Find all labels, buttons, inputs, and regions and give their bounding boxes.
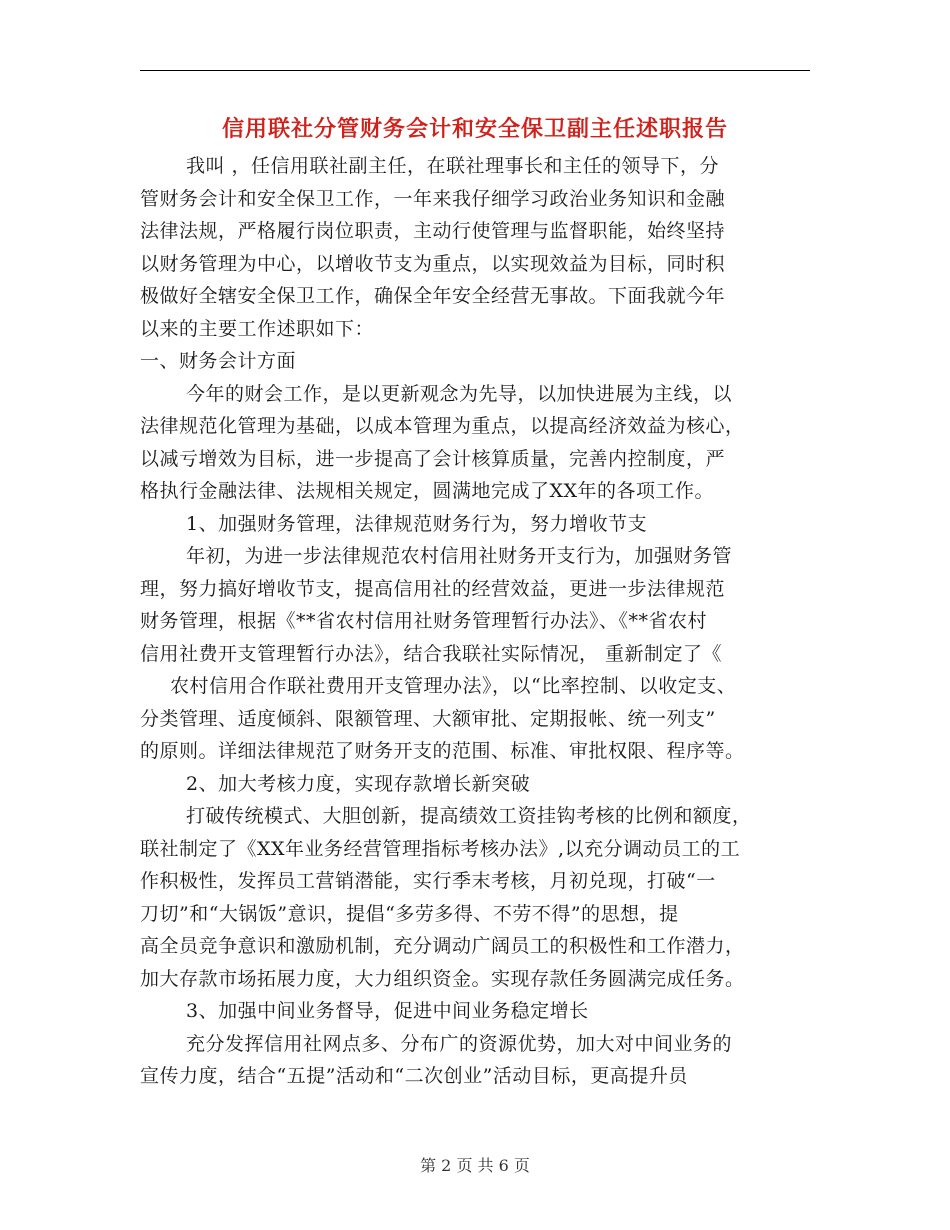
text-line: 以来的主要工作述职如下： [140,317,375,340]
text-line: 法律法规，严格履行岗位职责，主动行使管理与监督职能，始终坚持 [140,220,726,242]
text-line: 的原则。详细法律规范了财务开支的范围、标准、审批权限、程序等。 [140,740,745,762]
text-line: 农村信用合作联社费用开支管理办法》，以“比率控制、以收定支、 [170,675,737,697]
text-line: 管财务会计和安全保卫工作，一年来我仔细学习政治业务知识和金融 [140,187,726,210]
text-line: 充分发挥信用社网点多、分布广的资源优势，加大对中间业务的 [186,1032,733,1055]
text-line: 1、加强财务管理，法律规范财务行为，努力增收节支 [186,512,648,535]
text-line: 作积极性，发挥员工营销潜能，实行季末考核，月初兑现，打破“一 [140,870,716,892]
text-line: 加大存款市场拓展力度，大力组织资金。实现存款任务圆满完成任务。 [140,967,745,990]
text-line: 理，努力搞好增收节支，提高信用社的经营效益，更进一步法律规范 [140,577,726,600]
text-line: 以减亏增效为目标，进一步提高了会计核算质量，完善内控制度，严 [140,447,726,470]
page-footer: 第 2 页 共 6 页 [420,1156,530,1175]
text-line: 刀切”和“大锅饭”意识，提倡“多劳多得、不劳不得”的思想，提 [140,902,679,925]
text-line: 打破传统模式、大胆创新，提高绩效工资挂钩考核的比例和额度， [186,805,752,827]
text-line: 2、加大考核力度，实现存款增长新突破 [186,772,531,795]
document-body [140,150,812,1093]
text-line: 法律规范化管理为基础，以成本管理为重点，以提高经济效益为核心， [140,415,745,437]
text-line: 我叫 ，任信用联社副主任，在联社理事长和主任的领导下，分 [186,155,720,177]
text-line: 今年的财会工作，是以更新观念为先导，以加快进展为主线，以 [186,382,733,405]
text-line: 极做好全辖安全保卫工作，确保全年安全经营无事故。下面我就今年 [140,285,726,307]
document-title: 信用联社分管财务会计和安全保卫副主任述职报告 [221,117,728,142]
text-line: 格执行金融法律、法规相关规定，圆满地完成了XX年的各项工作。 [140,480,715,502]
text-line: 联社制定了《XX年业务经营管理指标考核办法》,以充分调动员工的工 [140,837,741,860]
text-line: 3、加强中间业务督导，促进中间业务稳定增长 [186,1000,589,1022]
text-line: 宣传力度，结合“五提”活动和“二次创业”活动目标，更高提升员 [140,1065,688,1087]
header-rule [140,70,810,71]
text-line: 财务管理，根据《**省农村信用社财务管理暂行办法》、《**省农村 [140,610,708,632]
text-line: 高全员竞争意识和激励机制，充分调动广阔员工的积极性和工作潜力， [140,935,745,957]
text-line: 年初，为进一步法律规范农村信用社财务开支行为，加强财务管 [186,545,733,567]
text-line: 以财务管理为中心，以增收节支为重点，以实现效益为目标，同时积 [140,252,726,275]
text-line: 一、财务会计方面 [140,350,297,372]
text-line: 信用社费开支管理暂行办法》，结合我联社实际情况， 重新制定了《 [140,642,723,665]
text-line: 分类管理、适度倾斜、限额管理、大额审批、定期报帐、统一列支” [140,707,716,730]
